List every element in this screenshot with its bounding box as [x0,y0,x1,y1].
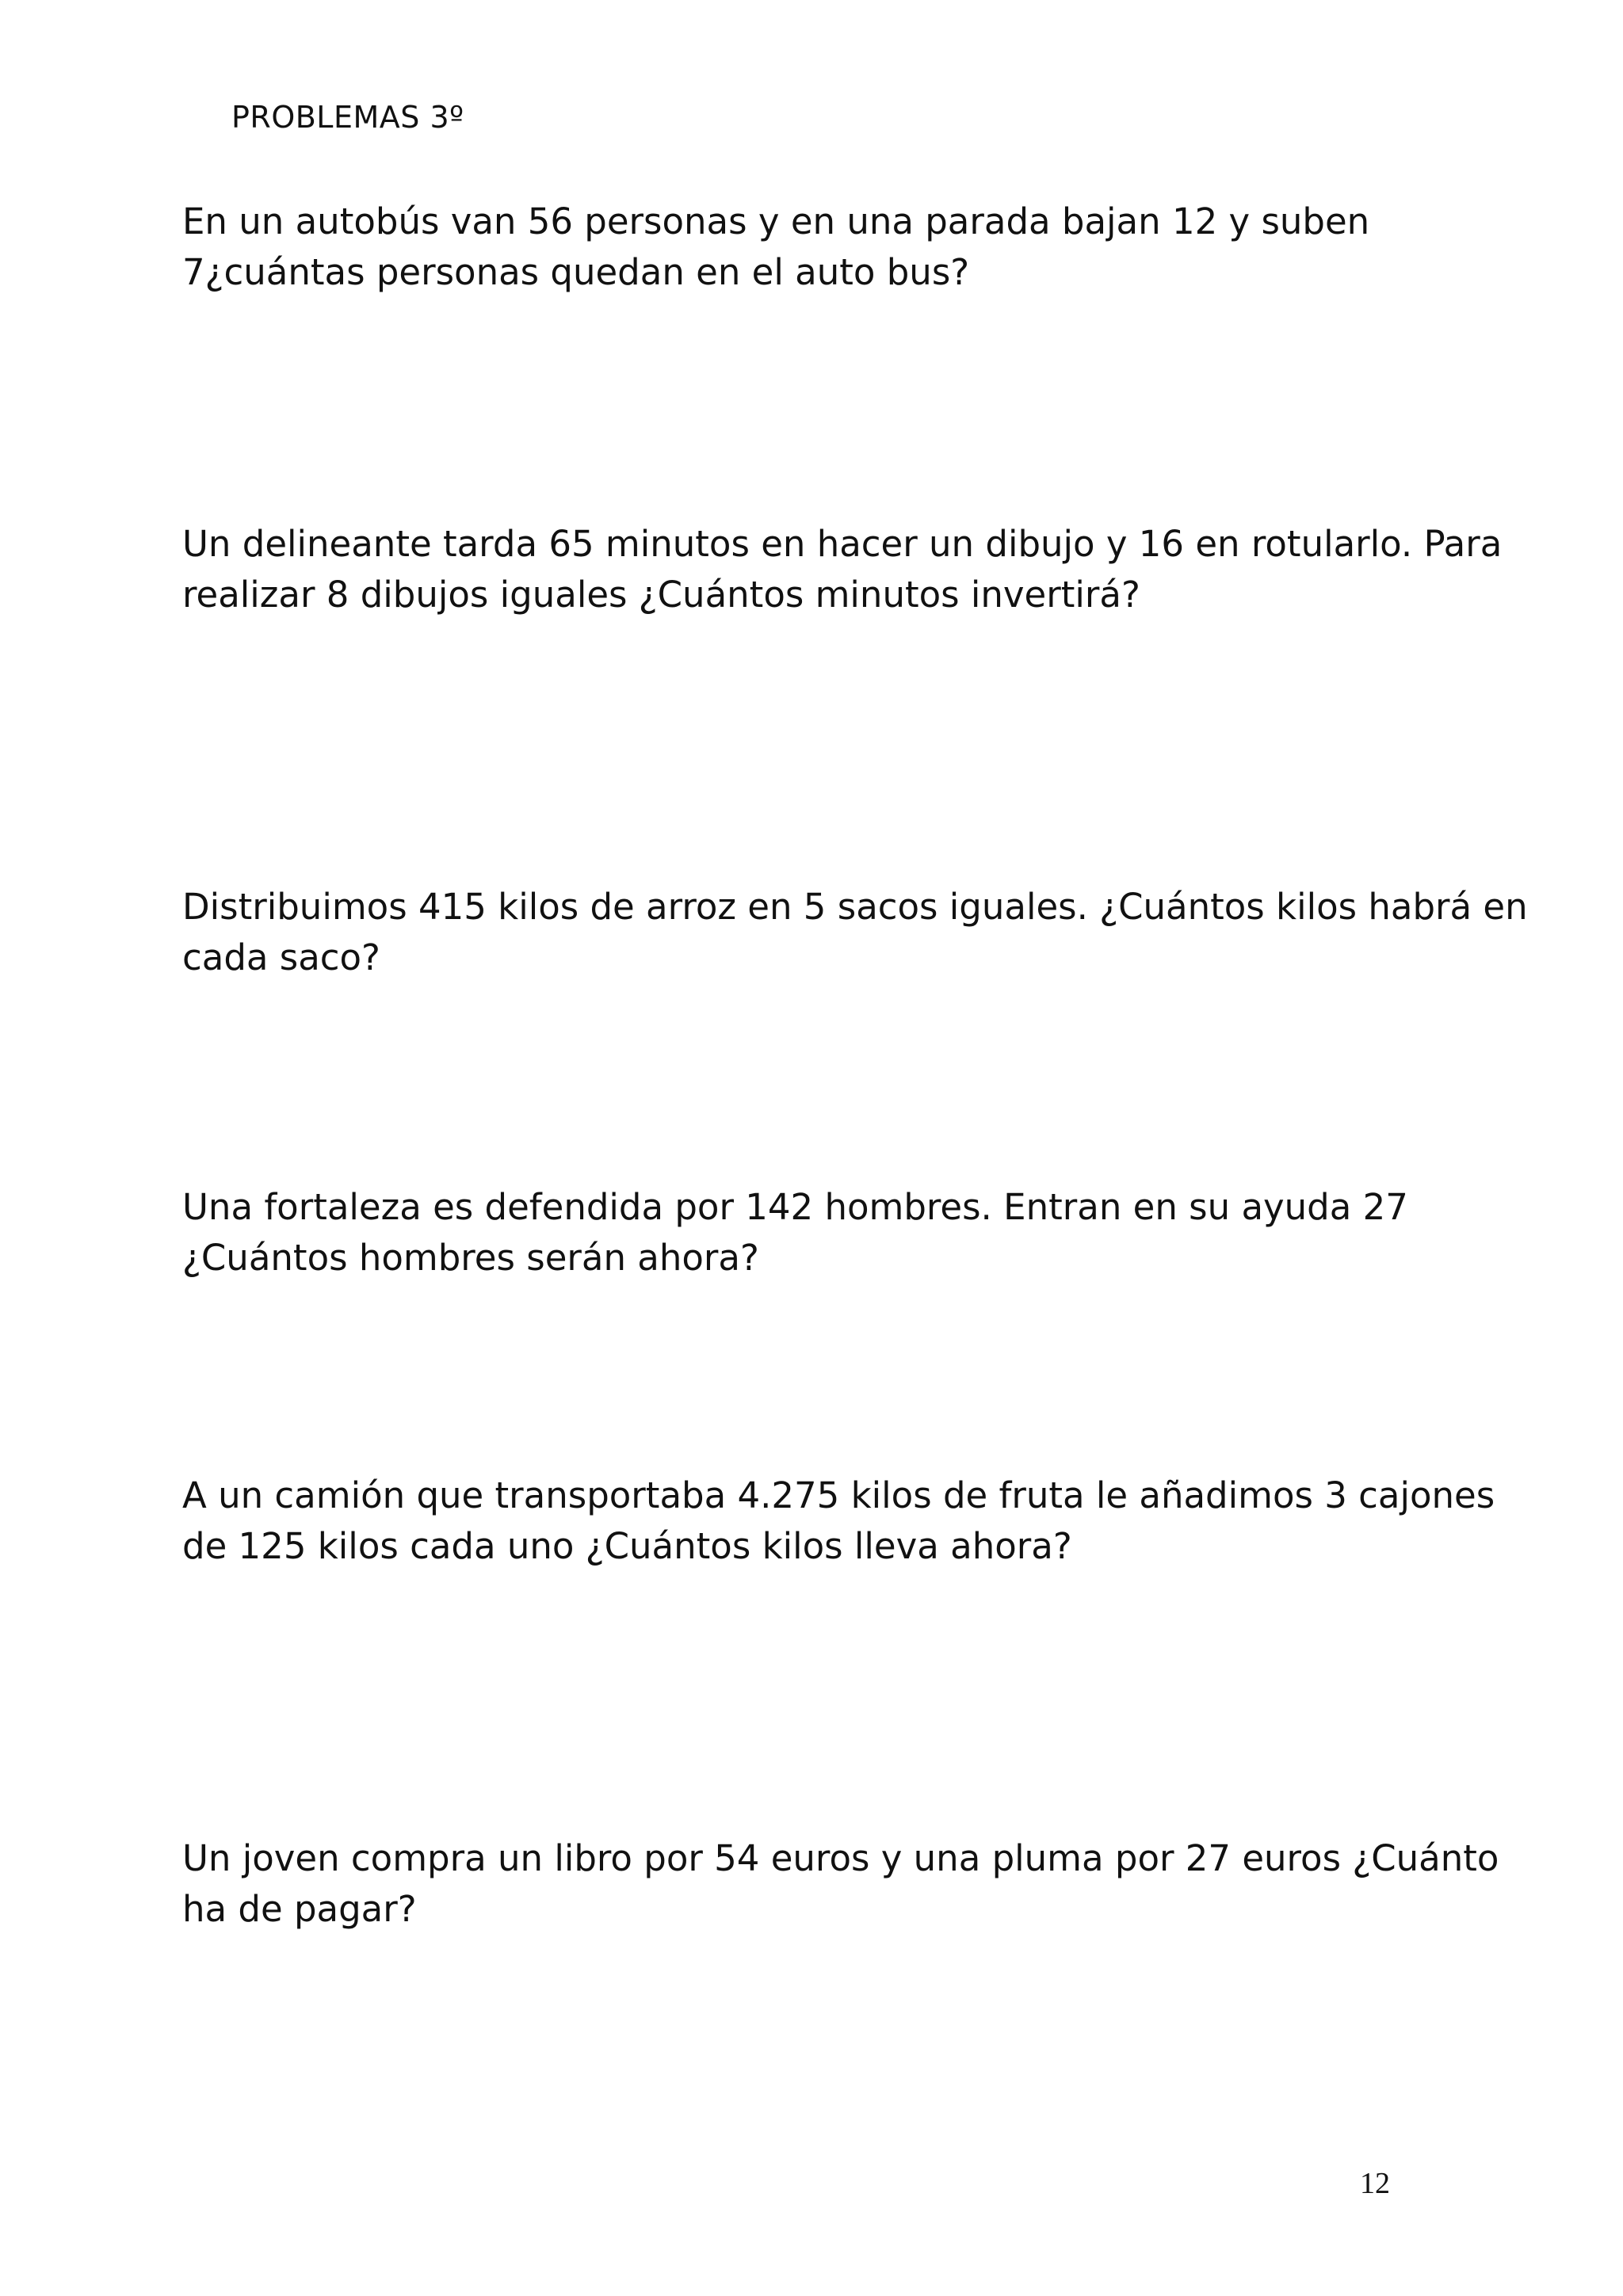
problem-4-text: Una fortaleza es defendida por 142 hombres. Entran en su ayuda 27 ¿Cuántos hombres serán ahora? [182,1186,1408,1279]
page-number: 12 [1360,2167,1390,2200]
problem-1-text: En un autobús van 56 personas y en una parada bajan 12 y suben 7¿cuántas personas quedan en el auto bus? [182,200,1370,293]
problem-5-text: A un camión que transportaba 4.275 kilos de fruta le añadimos 3 cajones de 125 kilos cada uno ¿Cuántos kilos lleva ahora? [182,1474,1495,1567]
page-title: PROBLEMAS 3º [231,100,464,135]
problem-3-text: Distribuimos 415 kilos de arroz en 5 sacos iguales. ¿Cuántos kilos habrá en cada saco? [182,886,1528,978]
problem-2-text: Un delineante tarda 65 minutos en hacer un dibujo y 16 en rotularlo. Para realizar 8 dibujos iguales ¿Cuántos minutos invertirá? [182,523,1503,616]
problem-6-text: Un joven compra un libro por 54 euros y una pluma por 27 euros ¿Cuánto ha de pagar? [182,1837,1499,1930]
